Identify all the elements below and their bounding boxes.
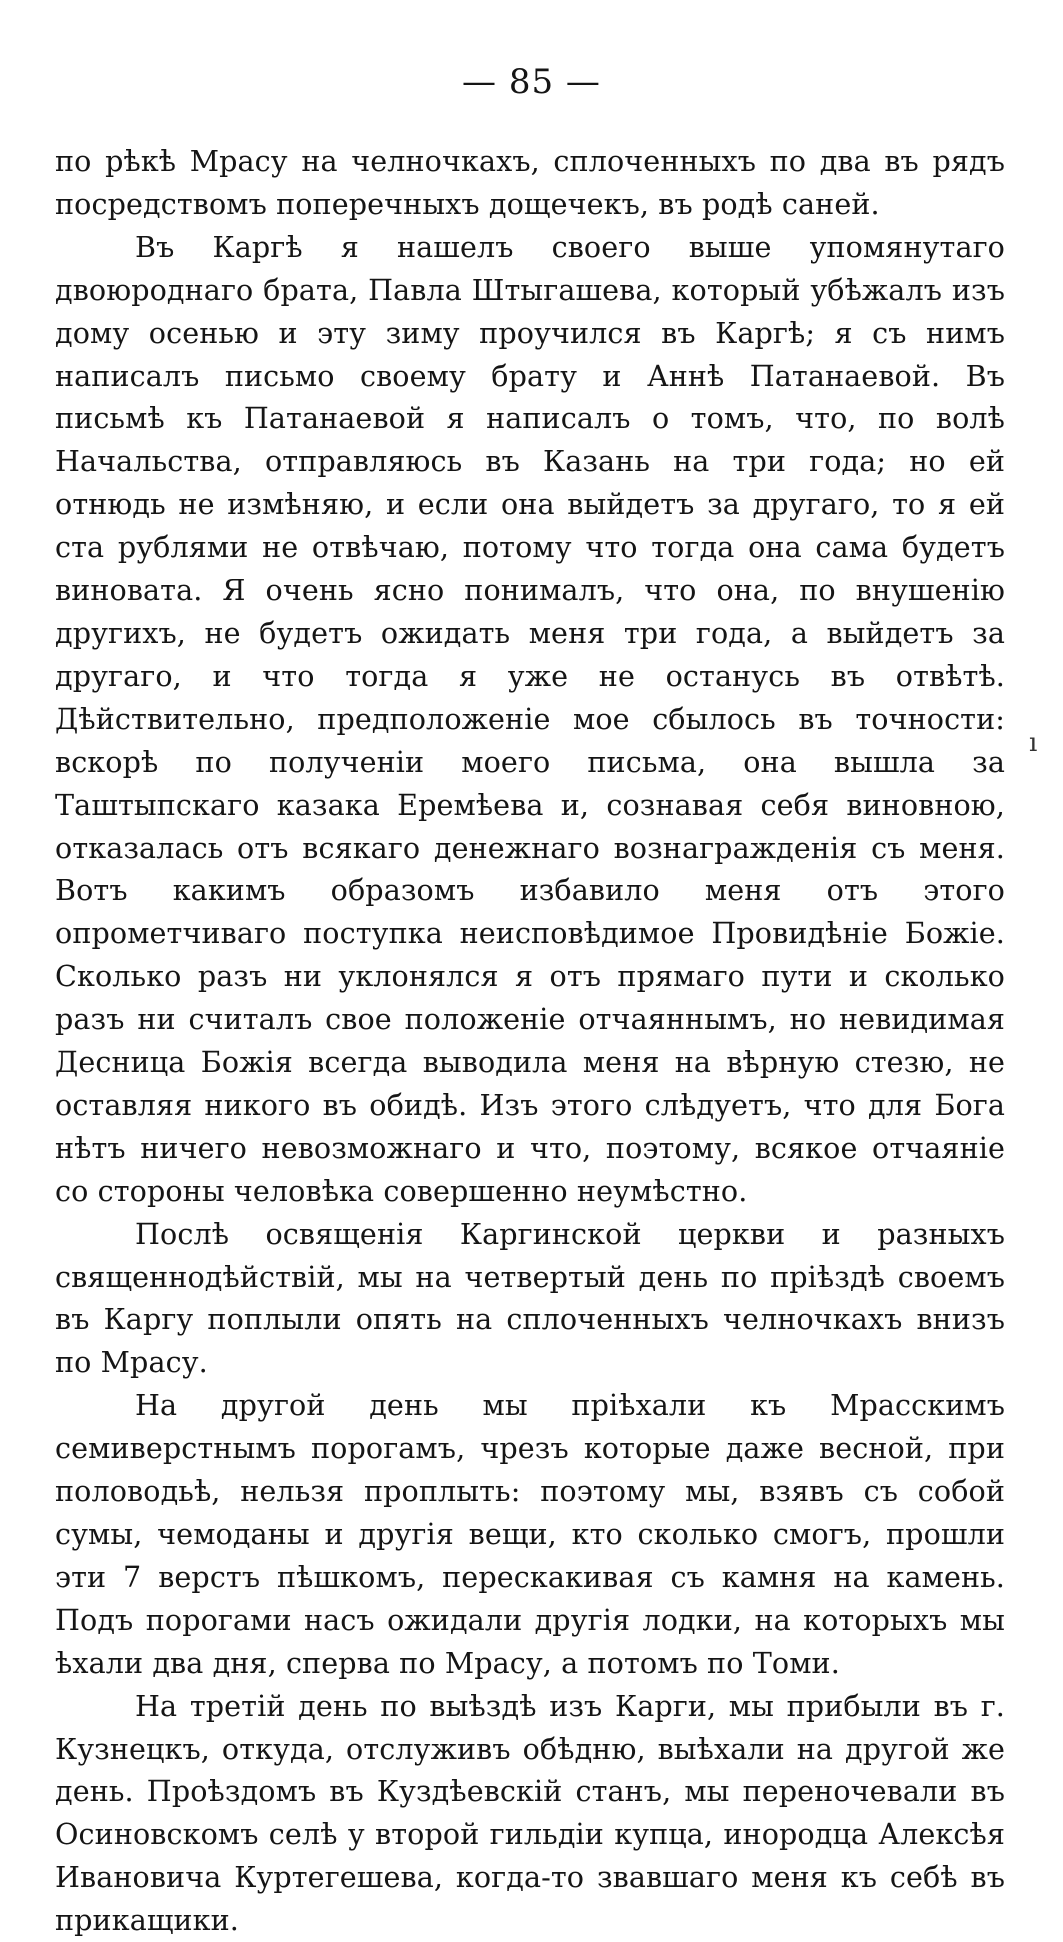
margin-mark: ı (1029, 728, 1038, 758)
page-body-text (55, 140, 1005, 1942)
paragraph-5: На третій день по выѣздѣ изъ Карги, мы прибыли въ г. Кузнецкъ, откуда, отслуживъ обѣдню, выѣхали на другой же день. Проѣздомъ въ Куздѣевскій станъ, мы переночевали въ Осиновскомъ селѣ у второй гильдіи купца, инородца Алексѣя Ивановича Куртегешева, когда-то звавшаго меня къ себѣ въ прикащики. (55, 1688, 1005, 1938)
paragraph-3: Послѣ освященія Каргинской церкви и разныхъ священнодѣйствій, мы на четвертый день по пріѣздѣ своемъ въ Каргу поплыли опять на сплоченныхъ челночкахъ внизъ по Мрасу. (55, 1216, 1005, 1380)
paragraph-4: На другой день мы пріѣхали къ Мрасскимъ семиверстнымъ порогамъ, чрезъ которые даже весной, при половодьѣ, нельзя проплыть: поэтому мы, взявъ съ собой сумы, чемоданы и другія вещи, кто сколько смогъ, прошли эти 7 верстъ пѣшкомъ, перескакивая съ камня на камень. Подъ порогами насъ ожидали другія лодки, на которыхъ мы ѣхали два дня, сперва по Мрасу, а потомъ по Томи. (55, 1388, 1005, 1680)
paragraph-1: по рѣкѣ Мрасу на челночкахъ, сплоченныхъ по два въ рядъ посредствомъ поперечныхъ дощечекъ, въ родѣ саней. (55, 144, 1005, 221)
paragraph-2: Въ Каргѣ я нашелъ своего выше упомянутаго двоюроднаго брата, Павла Штыгашева, который убѣжалъ изъ дому осенью и эту зиму проучился въ Каргѣ; я съ нимъ написалъ письмо своему брату и Аннѣ Патанаевой. Въ письмѣ къ Патанаевой я написалъ о томъ, что, по волѣ Начальства, отправляюсь въ Казань на три года; но ей отнюдь не измѣняю, и если она выйдетъ за другаго, то я ей ста рублями не отвѣчаю, потому что тогда она сама будетъ виновата. Я очень ясно понималъ, что она, по внушенію другихъ, не будетъ ожидать меня три года, а выйдетъ за другаго, и что тогда я уже не останусь въ отвѣтѣ. Дѣйствительно, предположеніе мое сбылось въ точности: вскорѣ по полученіи моего письма, она вышла за Таштыпскаго казака Еремѣева и, сознавая себя виновною, отказалась отъ всякаго денежнаго вознагражденія съ меня. Вотъ какимъ образомъ избавило меня отъ этого опрометчиваго поступка неисповѣдимое Провидѣніе Божіе. Сколько разъ ни уклонялся я отъ прямаго пути и сколько разъ ни считалъ свое положеніе отчаяннымъ, но невидимая Десница Божія всегда выводила меня на вѣрную стезю, не оставляя никого въ обидѣ. Изъ этого слѣдуетъ, что для Бога нѣтъ ничего невозможнаго и что, поэтому, всякое отчаяніе со стороны человѣка совершенно неумѣстно. (55, 229, 1005, 1208)
page-number: — 85 — (462, 62, 601, 102)
